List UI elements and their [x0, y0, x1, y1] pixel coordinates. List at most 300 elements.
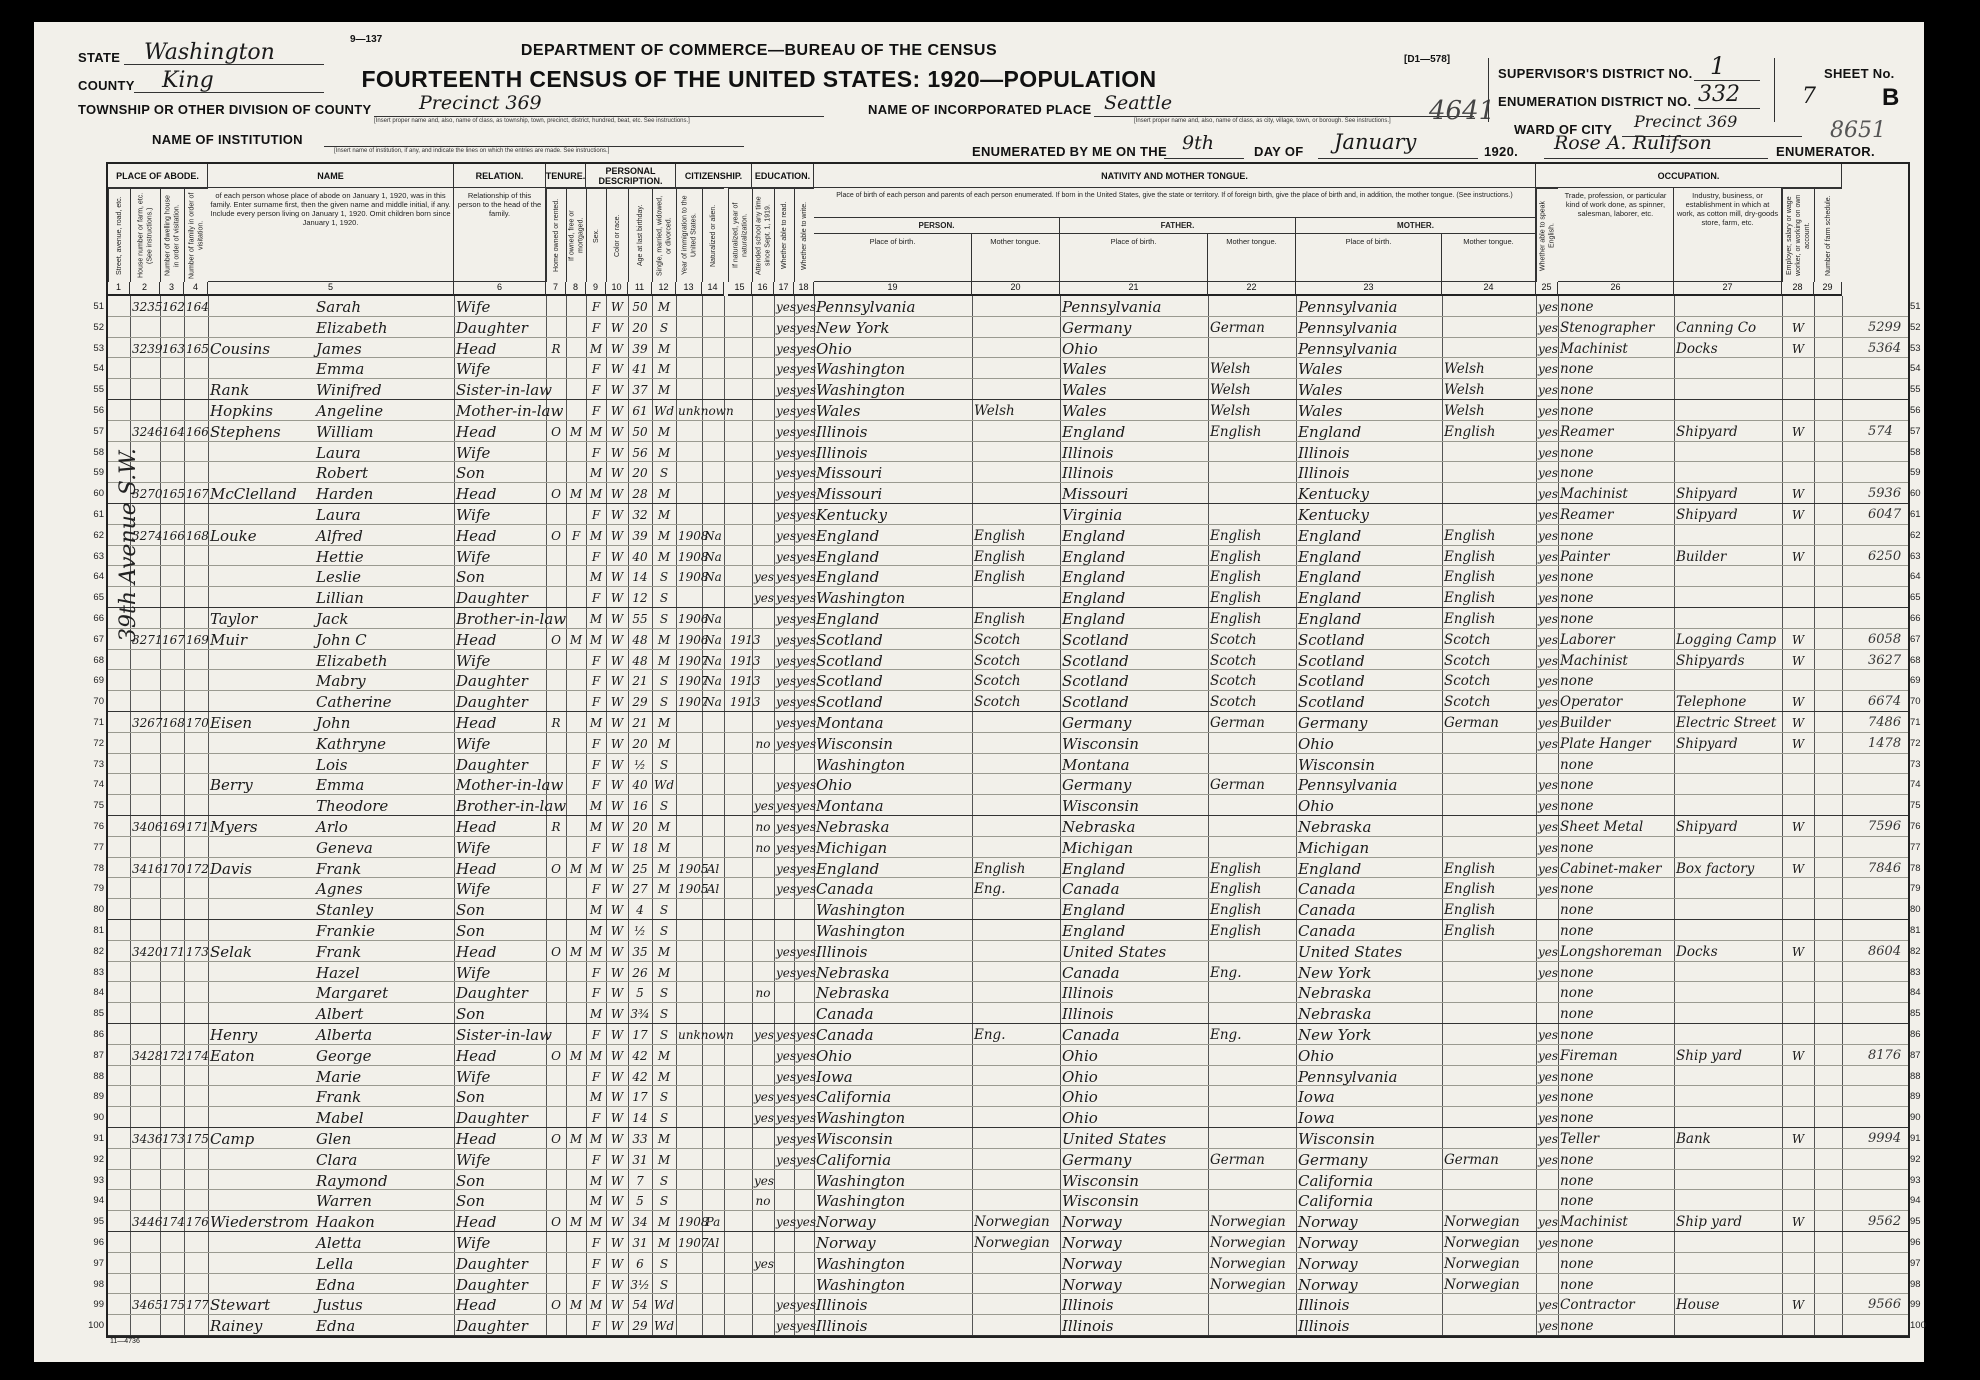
- cell-sex: M: [589, 944, 603, 959]
- cell-mmt: [1444, 1170, 1534, 1191]
- line-number: 52: [93, 321, 104, 333]
- cell-mmt: Welsh: [1444, 382, 1485, 399]
- cell-mmt: [1444, 837, 1534, 858]
- cell-sur: [210, 878, 322, 899]
- line-number-right: 73: [1910, 758, 1921, 770]
- cell-mbp: Pennsylvania: [1298, 776, 1398, 795]
- cell-house: [132, 1086, 158, 1107]
- cell-sex: M: [589, 632, 603, 647]
- cell-write: yes: [796, 1111, 817, 1126]
- cell-eng: yes: [1538, 1048, 1559, 1063]
- cell-mt: Norwegian: [974, 1235, 1050, 1251]
- cell-mmt: English: [1444, 923, 1496, 939]
- cell-fmt: [1210, 1045, 1294, 1066]
- cell-emp: W: [1791, 695, 1805, 710]
- cell-eng: yes: [1538, 591, 1559, 606]
- cell-bp: Ohio: [816, 776, 852, 795]
- line-number: 54: [93, 363, 104, 375]
- cell-write: yes: [796, 424, 817, 439]
- cell-ms: M: [657, 383, 671, 398]
- cell-emp: W: [1791, 632, 1805, 647]
- cell-fbp: Illinois: [1062, 1317, 1114, 1336]
- incorporated-underline: [1094, 116, 1474, 117]
- cell-given: John C: [316, 630, 367, 649]
- cell-sch: [754, 754, 772, 775]
- cell-write: [796, 754, 812, 775]
- cell-eng: yes: [1538, 778, 1559, 793]
- cell-eng: yes: [1538, 1152, 1559, 1167]
- colhead-9: Sex.: [586, 188, 606, 282]
- cell-imm: 1907: [678, 674, 709, 689]
- cell-emp: [1784, 774, 1812, 795]
- line-number-right: 93: [1910, 1174, 1921, 1186]
- sheet-box-divider: [1774, 58, 1775, 122]
- cell-imm: [678, 816, 700, 837]
- colnum-2: 2: [130, 282, 160, 296]
- enumerator-underline: [1544, 158, 1768, 159]
- table-row: [93, 795, 1921, 816]
- cell-given: Aletta: [316, 1234, 362, 1252]
- institution-label: NAME OF INSTITUTION: [152, 132, 303, 147]
- cell-own: O: [551, 424, 561, 439]
- cell-dw: [162, 795, 182, 816]
- cell-ind: [1676, 400, 1780, 421]
- cell-mmt: [1444, 1294, 1534, 1315]
- cell-nat: [704, 421, 722, 442]
- cell-given: Glen: [316, 1130, 352, 1148]
- cell-sch: [754, 920, 772, 941]
- cell-house: [132, 733, 158, 754]
- cell-natyr: [730, 1170, 750, 1191]
- cell-age: 39: [632, 341, 648, 356]
- cell-imm: [678, 1045, 700, 1066]
- cell-bp: Illinois: [816, 422, 868, 441]
- line-number-right: 100: [1910, 1320, 1926, 1332]
- cell-bp: Wisconsin: [816, 734, 893, 753]
- cell-mbp: Pennsylvania: [1298, 318, 1398, 337]
- cell-mbp: Norway: [1298, 1234, 1358, 1252]
- group-citizenship: CITIZENSHIP.: [676, 164, 752, 188]
- cell-fbp: Norway: [1062, 1213, 1122, 1232]
- cell-read: yes: [776, 1090, 797, 1105]
- cell-imm: [678, 338, 700, 359]
- cell-bp: Wales: [816, 402, 861, 420]
- cell-sex: M: [589, 799, 603, 814]
- cell-read: [776, 1170, 792, 1191]
- cell-sur: Selak: [210, 942, 252, 961]
- cell-house: 3436: [132, 1132, 163, 1146]
- table-row: [93, 525, 1921, 546]
- colnum-16: 16: [752, 282, 774, 296]
- cell-ms: M: [657, 632, 671, 647]
- cell-mort: [568, 317, 584, 338]
- cell-sch: [754, 462, 772, 483]
- cell-rel: Head: [456, 526, 497, 545]
- cell-house: [132, 1253, 158, 1274]
- colhead-25: Whether able to speak English.: [1536, 188, 1558, 282]
- cell-read: yes: [776, 1111, 797, 1126]
- cell-read: yes: [776, 632, 797, 647]
- cell-sur: [210, 920, 322, 941]
- cell-mort: [568, 754, 584, 775]
- colhead-7: Home owned or rented.: [546, 188, 566, 282]
- cell-bp: England: [816, 859, 880, 878]
- cell-fbp: Germany: [1062, 318, 1132, 337]
- colhead-8: If owned, free or mortgaged.: [566, 188, 586, 282]
- cell-ind: [1676, 587, 1780, 608]
- cell-mmt: Norwegian: [1444, 1214, 1520, 1231]
- cell-fam: [186, 878, 206, 899]
- cell-mort: [568, 608, 584, 629]
- cell-sur: [210, 442, 322, 463]
- cell-ind: [1676, 1024, 1780, 1045]
- cell-race: W: [610, 1236, 624, 1250]
- cell-fmt: German: [1210, 1151, 1265, 1168]
- colnum-14: 14: [702, 282, 724, 296]
- cell-race: W: [610, 674, 624, 689]
- line-number: 73: [93, 758, 104, 770]
- line-number: 95: [93, 1216, 104, 1228]
- cell-read: yes: [776, 404, 797, 418]
- cell-ms: S: [659, 1277, 669, 1292]
- cell-rel: Son: [456, 568, 485, 587]
- cell-eng: yes: [1538, 944, 1559, 959]
- line-number: 61: [93, 509, 104, 520]
- cell-house: [132, 1274, 158, 1295]
- table-row: [93, 462, 1921, 483]
- cell-ind: [1676, 442, 1780, 463]
- cell-occ: Laborer: [1560, 631, 1615, 648]
- cell-natyr: [730, 982, 750, 1003]
- footer-code: 11—4736: [110, 1338, 140, 1345]
- cell-race: W: [610, 903, 624, 918]
- cell-mmt: Scotch: [1444, 673, 1491, 690]
- enumerated-month: January: [1334, 130, 1417, 154]
- cell-mmt: [1444, 1315, 1534, 1336]
- cell-eng: [1538, 1170, 1556, 1191]
- cell-ms: S: [659, 320, 669, 335]
- cell-dw: [162, 1232, 182, 1253]
- cell-mort: M: [569, 424, 583, 439]
- line-number-right: 67: [1910, 633, 1921, 645]
- cell-mbp: California: [1298, 1171, 1374, 1190]
- table-row: [93, 1003, 1921, 1024]
- cell-fam: [186, 1003, 206, 1024]
- cell-race: W: [610, 736, 624, 751]
- cell-given: Lillian: [316, 589, 364, 608]
- cell-ind: Builder: [1676, 548, 1727, 565]
- cell-mt: [974, 1003, 1058, 1024]
- colhead-18: Whether able to write.: [794, 188, 814, 282]
- cell-rel: Son: [456, 1005, 485, 1024]
- cell-mmt: [1444, 754, 1534, 775]
- cell-fmt: [1210, 982, 1294, 1003]
- cell-ms: S: [659, 570, 669, 585]
- cell-sex: F: [591, 1069, 601, 1084]
- cell-ind: [1676, 774, 1780, 795]
- cell-mmt: [1444, 296, 1534, 317]
- state-value: Washington: [144, 40, 275, 65]
- cell-given: Emma: [316, 360, 365, 379]
- cell-fam: 170: [186, 716, 209, 730]
- cell-house: 3406: [132, 820, 163, 834]
- cell-ms: S: [659, 591, 669, 606]
- line-number-right: 84: [1910, 987, 1921, 999]
- cell-eng: yes: [1538, 1132, 1559, 1146]
- cell-given: George: [316, 1046, 372, 1065]
- cell-mort: [568, 650, 584, 671]
- cell-write: yes: [796, 549, 817, 564]
- cell-fbp: Canada: [1062, 880, 1120, 899]
- margin-code: 9994: [1868, 1131, 1902, 1146]
- cell-dw: [162, 358, 182, 379]
- cell-eng: yes: [1538, 1319, 1559, 1334]
- cell-given: Warren: [316, 1192, 372, 1211]
- cell-mbp: New York: [1298, 963, 1372, 982]
- cell-sch: yes: [754, 1256, 775, 1271]
- line-number: 76: [93, 821, 104, 832]
- line-number-right: 76: [1910, 821, 1921, 832]
- cell-ind: [1676, 379, 1780, 400]
- cell-sex: F: [591, 404, 601, 418]
- cell-ms: M: [657, 840, 671, 855]
- cell-mmt: [1444, 1107, 1534, 1128]
- cell-fmt: English: [1210, 590, 1262, 607]
- cell-fbp: England: [1062, 568, 1126, 587]
- cell-eng: yes: [1538, 424, 1559, 439]
- cell-imm: 1907: [678, 1236, 709, 1250]
- colnum-6: 6: [454, 282, 546, 296]
- cell-bp: Washington: [816, 1109, 906, 1128]
- cell-mt: Norwegian: [974, 1214, 1050, 1231]
- cell-emp: W: [1791, 341, 1805, 356]
- cell-eng: yes: [1538, 965, 1559, 980]
- cell-ms: S: [659, 612, 669, 626]
- cell-age: 29: [632, 1319, 648, 1334]
- cell-rel: Daughter: [456, 693, 528, 712]
- cell-age: 5: [636, 986, 644, 1001]
- cell-mmt: [1444, 1024, 1534, 1045]
- cell-mbp: Wisconsin: [1298, 1130, 1375, 1148]
- group-occupation: OCCUPATION.: [1536, 164, 1842, 188]
- cell-fmt: [1210, 733, 1294, 754]
- table-row: [93, 837, 1921, 858]
- cell-nat: Na: [704, 528, 722, 543]
- cell-house: 3267: [132, 716, 163, 730]
- cell-fmt: [1210, 338, 1294, 359]
- cell-rel: Daughter: [456, 1109, 528, 1128]
- cell-sex: F: [591, 445, 601, 460]
- cell-sex: F: [591, 1277, 601, 1292]
- cell-emp: [1784, 670, 1812, 691]
- colnum-17: 17: [774, 282, 794, 296]
- cell-emp: W: [1791, 944, 1805, 959]
- cell-fbp: Wales: [1062, 381, 1107, 400]
- cell-mt: [974, 1128, 1058, 1149]
- cell-age: 61: [632, 404, 648, 418]
- cell-dw: [162, 774, 182, 795]
- cell-mort: M: [569, 1298, 583, 1313]
- cell-rel: Sister-in-law: [456, 1026, 553, 1044]
- cell-sur: [210, 1274, 322, 1295]
- cell-write: yes: [796, 736, 817, 751]
- table-row: [93, 442, 1921, 463]
- cell-read: yes: [776, 861, 797, 876]
- cell-eng: yes: [1538, 487, 1559, 502]
- cell-sex: F: [591, 1256, 601, 1271]
- cell-fmt: [1210, 1128, 1294, 1149]
- cell-nat: [704, 483, 722, 504]
- cell-read: yes: [776, 300, 797, 314]
- cell-nat: Na: [704, 632, 722, 647]
- cell-ind: [1676, 1066, 1780, 1087]
- cell-bp: Nebraska: [816, 984, 890, 1003]
- cell-house: [132, 878, 158, 899]
- cell-bp: Washington: [816, 755, 906, 774]
- cell-emp: [1784, 462, 1812, 483]
- cell-write: yes: [796, 320, 817, 335]
- cell-bp: California: [816, 1150, 892, 1169]
- cell-own: [548, 982, 564, 1003]
- line-number-right: 69: [1910, 675, 1921, 687]
- cell-fmt: [1210, 941, 1294, 962]
- cell-mt: [974, 899, 1058, 920]
- cell-given: Frank: [316, 859, 362, 878]
- cell-house: 3465: [132, 1298, 163, 1313]
- cell-mmt: [1444, 1128, 1534, 1149]
- line-number: 58: [93, 446, 104, 458]
- cell-own: R: [551, 341, 561, 356]
- cell-fmt: Norwegian: [1210, 1214, 1286, 1231]
- cell-mt: Scotch: [974, 673, 1021, 690]
- cell-fbp: England: [1062, 526, 1126, 545]
- cell-ind: Box factory: [1676, 860, 1755, 877]
- cell-emp: [1784, 1170, 1812, 1191]
- cell-mmt: English: [1444, 881, 1496, 898]
- cell-house: 3416: [132, 861, 163, 876]
- cell-rel: Head: [456, 422, 497, 441]
- cell-read: yes: [776, 736, 797, 751]
- cell-given: William: [316, 422, 374, 441]
- cell-fmt: German: [1210, 319, 1265, 336]
- cell-occ: none: [1560, 611, 1594, 627]
- line-number: 91: [93, 1133, 104, 1144]
- cell-fam: [186, 774, 206, 795]
- cell-write: yes: [796, 362, 817, 377]
- cell-mt: [974, 774, 1058, 795]
- cell-occ: none: [1560, 382, 1594, 399]
- cell-ind: Canning Co: [1676, 319, 1757, 336]
- cell-dw: [162, 754, 182, 775]
- table-row: [93, 629, 1921, 650]
- cell-imm: [678, 1315, 700, 1336]
- cell-mbp: Ohio: [1298, 797, 1334, 816]
- line-number-right: 79: [1910, 883, 1921, 895]
- cell-natyr: [730, 608, 750, 629]
- cell-occ: none: [1560, 1318, 1594, 1335]
- cell-age: 12: [632, 591, 648, 606]
- cell-age: 20: [632, 466, 648, 481]
- cell-mort: [568, 1232, 584, 1253]
- line-number: 88: [93, 1070, 104, 1082]
- cell-write: yes: [796, 591, 817, 606]
- cell-own: [548, 733, 564, 754]
- colhead-14: Naturalized or alien.: [702, 188, 724, 282]
- cell-sex: M: [589, 820, 603, 834]
- cell-mt: [974, 1274, 1058, 1295]
- cell-eng: yes: [1538, 528, 1559, 543]
- cell-write: yes: [796, 1028, 817, 1042]
- cell-fam: 173: [186, 944, 209, 959]
- cell-ind: Docks: [1676, 340, 1718, 357]
- month-underline: [1318, 158, 1478, 159]
- cell-fam: 165: [186, 341, 209, 356]
- margin-code: 6058: [1868, 631, 1902, 647]
- cell-given: Geneva: [316, 838, 373, 857]
- cell-sur: Myers: [210, 818, 258, 836]
- cell-given: Robert: [316, 464, 369, 483]
- cell-mort: M: [569, 1132, 583, 1146]
- cell-eng: yes: [1538, 1028, 1559, 1042]
- cell-rel: Brother-in-law: [456, 610, 567, 628]
- cell-mt: English: [974, 611, 1026, 627]
- line-number: 94: [93, 1195, 104, 1207]
- cell-natyr: [730, 296, 750, 317]
- cell-sch: [754, 296, 772, 317]
- cell-imm: [678, 421, 700, 442]
- cell-ms: S: [659, 799, 669, 814]
- cell-emp: [1784, 566, 1812, 587]
- cell-sur: Henry: [210, 1026, 258, 1044]
- cell-own: [548, 317, 564, 338]
- cell-mt: [974, 1066, 1058, 1087]
- cell-rel: Daughter: [456, 755, 528, 774]
- cell-mort: [568, 546, 584, 567]
- cell-age: 16: [632, 799, 648, 814]
- day-of-label: DAY OF: [1254, 144, 1304, 159]
- cell-sex: F: [591, 1236, 601, 1250]
- cell-mort: [568, 982, 584, 1003]
- cell-house: [132, 1024, 158, 1045]
- cell-emp: [1784, 442, 1812, 463]
- cell-ind: [1676, 754, 1780, 775]
- cell-nat: Na: [704, 570, 722, 585]
- table-row: [93, 920, 1921, 941]
- cell-occ: Sheet Metal: [1560, 819, 1644, 835]
- cell-fmt: [1210, 1315, 1294, 1336]
- cell-imm: [678, 941, 700, 962]
- cell-own: [548, 1086, 564, 1107]
- cell-age: 54: [632, 1298, 648, 1313]
- table-row: [93, 608, 1921, 629]
- cell-mt: [974, 754, 1058, 775]
- cell-emp: [1784, 608, 1812, 629]
- cell-ind: Ship yard: [1676, 1047, 1742, 1064]
- cell-sex: M: [589, 716, 603, 730]
- cell-sex: F: [591, 1152, 601, 1167]
- cell-mort: [568, 566, 584, 587]
- cell-read: [776, 1232, 792, 1253]
- cell-occ: none: [1560, 527, 1594, 544]
- cell-write: yes: [796, 1298, 817, 1313]
- line-number: 86: [93, 1029, 104, 1040]
- cell-race: W: [610, 1132, 624, 1146]
- cell-own: [548, 504, 564, 525]
- cell-fam: [186, 587, 206, 608]
- cell-write: yes: [796, 716, 817, 730]
- line-number: 53: [93, 342, 104, 354]
- cell-dw: [162, 920, 182, 941]
